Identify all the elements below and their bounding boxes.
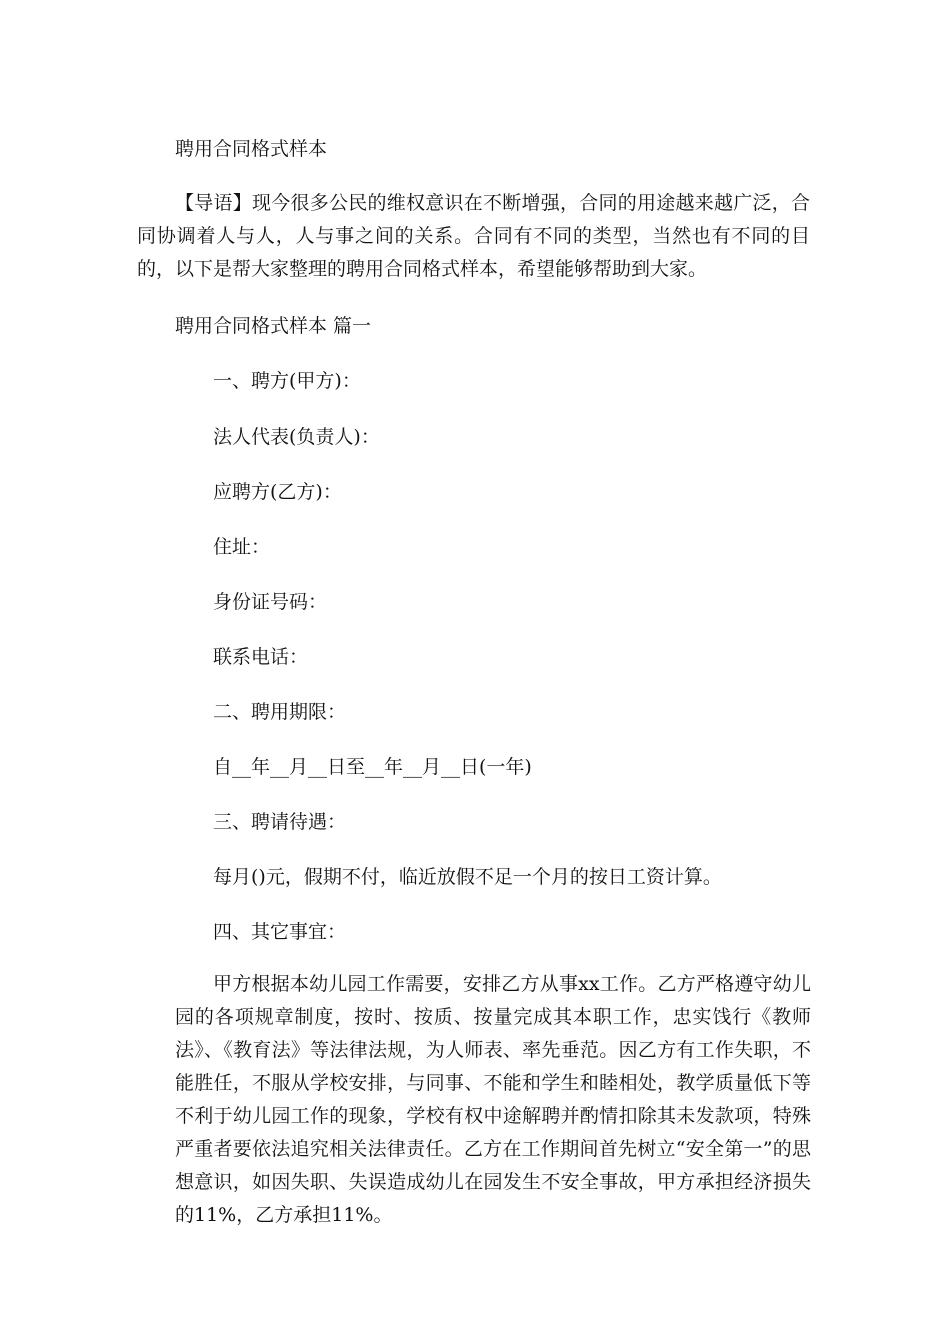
- clause-pay-details: 每月()元，假期不付，临近放假不足一个月的按日工资计算。: [213, 866, 722, 888]
- clause-term-heading: 二、聘用期限：: [213, 701, 347, 723]
- clause-id-number: 身份证号码：: [213, 591, 328, 613]
- clause-pay-heading: 三、聘请待遇：: [213, 811, 347, 833]
- clause-employee: 应聘方(乙方)：: [213, 481, 342, 503]
- section-title: 聘用合同格式样本 篇一: [175, 315, 372, 337]
- body-paragraph: 甲方根据本幼儿园工作需要，安排乙方从事xx工作。乙方严格遵守幼儿园的各项规章制度，按时、按质、按量完成其本职工作，忠实饯行《教师法》、《教育法》等法律法规，为人师表、率先垂范。因乙方有工作失职，不能胜任，不服从学校安排，与同事、不能和学生和睦相处，教学质量低下等不利于幼儿园工作的现象，学校有权中途解聘并酌情扣除其未发款项，特殊严重者要依法追究相关法律责任。乙方在工作期间首先树立“安全第一”的思想意识，如因失职、失误造成幼儿在园发生不安全事故，甲方承担经济损失的11%，乙方承担11%。: [175, 973, 811, 1226]
- document-title: 聘用合同格式样本: [175, 138, 328, 160]
- clause-employer: 一、聘方(甲方)：: [213, 370, 361, 392]
- clause-term-dates: 自__年__月__日至__年__月__日(一年): [213, 756, 532, 778]
- clause-phone: 联系电话：: [213, 646, 309, 668]
- clause-legal-representative: 法人代表(负责人)：: [213, 426, 380, 448]
- intro-paragraph: 【导语】现今很多公民的维权意识在不断增强，合同的用途越来越广泛，合同协调着人与人，人与事之间的关系。合同有不同的类型，当然也有不同的目的，以下是帮大家整理的聘用合同格式样本，希望能够帮助到大家。: [137, 192, 810, 280]
- clause-address: 住址：: [213, 536, 271, 558]
- clause-other-heading: 四、其它事宜：: [213, 921, 347, 943]
